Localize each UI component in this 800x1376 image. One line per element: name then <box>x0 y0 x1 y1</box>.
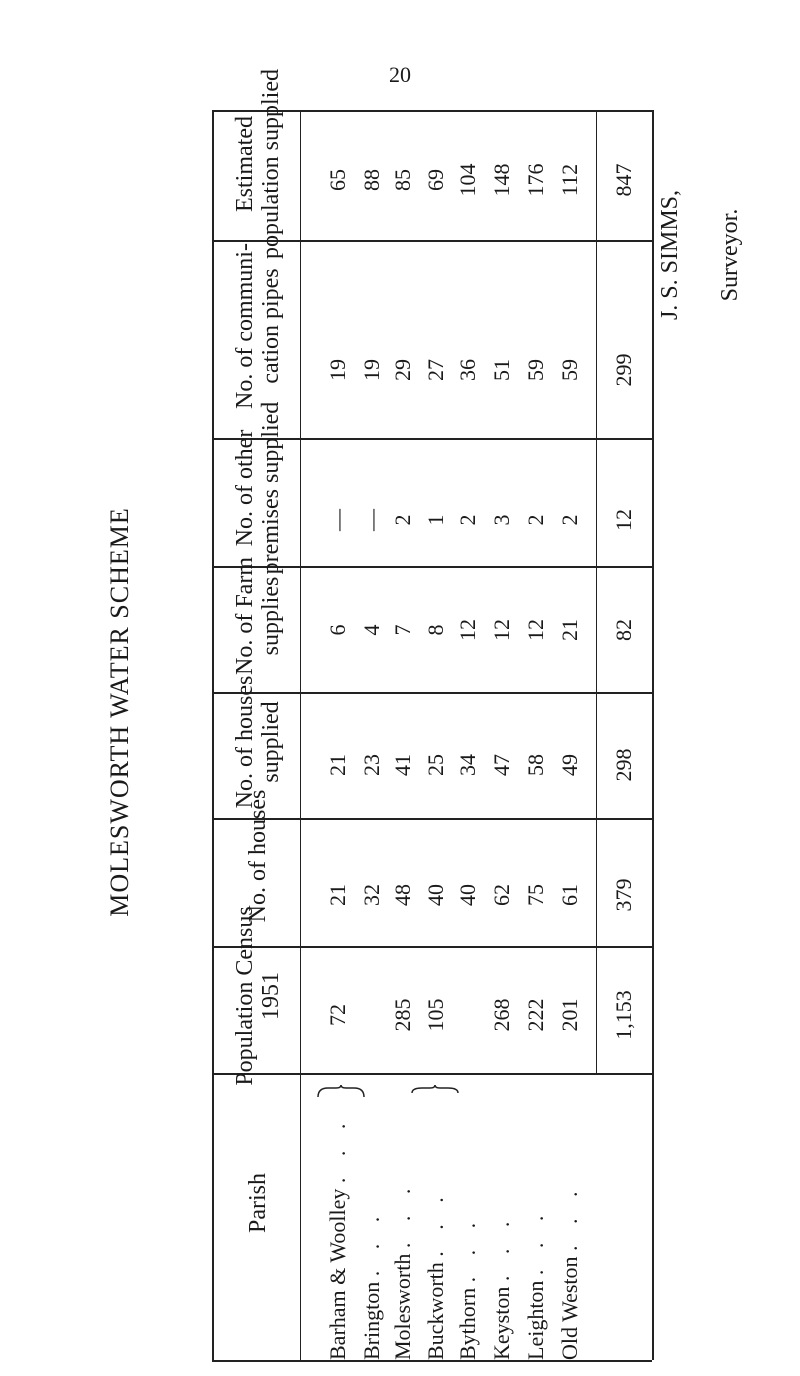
parish-label: Leighton <box>523 1280 548 1360</box>
total-farm: 82 <box>611 619 636 641</box>
cell-houses-supplied: 47 <box>489 754 514 776</box>
cell-estimated: 88 <box>359 169 384 191</box>
cell-houses-supplied: 58 <box>523 754 548 776</box>
cell-farm: 7 <box>390 624 415 636</box>
cell-pipes: 51 <box>489 359 514 381</box>
cell-other: 2 <box>557 514 582 526</box>
rule-bottom <box>212 1360 652 1362</box>
leader-dots: . . . <box>557 1183 582 1251</box>
total-pipes: 299 <box>611 353 636 387</box>
leader-dots: . . . <box>489 1213 514 1282</box>
cell-other: 2 <box>455 514 480 526</box>
header-farm: No. of Farm supplies <box>232 557 284 675</box>
parish-name <box>554 1120 586 1360</box>
header-other: No. of other premises supplied <box>232 401 284 575</box>
cell-estimated: 65 <box>325 169 350 191</box>
leader-dots: . . . <box>325 1115 350 1184</box>
cell-population: 105 <box>423 998 448 1032</box>
cell-houses-supplied: 41 <box>390 754 415 776</box>
leader-dots: . . . <box>359 1208 384 1277</box>
header-houses-supplied: No. of houses supplied <box>232 675 284 809</box>
cell-pipes: 19 <box>325 359 350 381</box>
total-estimated: 847 <box>611 163 636 197</box>
parish-label: Brington <box>359 1281 384 1360</box>
cell-houses: 21 <box>325 884 350 906</box>
cell-houses-supplied: 25 <box>423 754 448 776</box>
cell-other: — <box>325 509 350 531</box>
brace-barham-brington <box>316 1085 366 1115</box>
parish-label: Molesworth <box>390 1253 415 1360</box>
leader-dots: . . . <box>390 1180 415 1249</box>
parish-label: Bythorn <box>455 1287 480 1360</box>
cell-other: — <box>359 509 384 531</box>
cell-houses: 62 <box>489 884 514 906</box>
cell-population: 201 <box>557 998 582 1032</box>
signature-role: Surveyor. <box>717 208 743 302</box>
total-population: 1,153 <box>611 990 636 1040</box>
parish-name <box>387 1120 419 1360</box>
header-houses: No. of houses <box>245 789 271 923</box>
cell-estimated: 85 <box>390 169 415 191</box>
cell-pipes: 59 <box>523 359 548 381</box>
cell-pipes: 19 <box>359 359 384 381</box>
brace-buckworth-bythorn <box>410 1085 460 1115</box>
side-title: MOLESWORTH WATER SCHEME <box>105 507 134 917</box>
leader-dots: . . . <box>523 1207 548 1276</box>
signature <box>625 105 775 405</box>
parish-label: Buckworth <box>423 1262 448 1360</box>
cell-houses: 32 <box>359 884 384 906</box>
parish-name <box>356 1120 388 1360</box>
parish-name <box>520 1120 552 1360</box>
cell-houses: 40 <box>455 884 480 906</box>
cell-estimated: 69 <box>423 169 448 191</box>
leader-dots: . . . <box>455 1214 480 1283</box>
parish-name <box>420 1120 452 1360</box>
cell-other: 1 <box>423 514 448 526</box>
cell-population: 72 <box>325 1004 350 1026</box>
parish-name <box>486 1120 518 1360</box>
cell-farm: 6 <box>325 624 350 636</box>
cell-houses-supplied: 34 <box>455 754 480 776</box>
total-houses-supplied: 298 <box>611 748 636 782</box>
page-number: 20 <box>389 62 411 87</box>
cell-other: 3 <box>489 514 514 526</box>
cell-pipes: 27 <box>423 359 448 381</box>
cell-pipes: 36 <box>455 359 480 381</box>
leader-dots: . . . <box>423 1189 448 1257</box>
cell-farm: 12 <box>523 619 548 641</box>
cell-pipes: 59 <box>557 359 582 381</box>
parish-label: Old Weston <box>557 1256 582 1360</box>
cell-estimated: 104 <box>455 163 480 197</box>
total-other: 12 <box>611 509 636 531</box>
cell-houses: 61 <box>557 884 582 906</box>
signature-name: J. S. SIMMS, <box>657 189 683 321</box>
cell-farm: 21 <box>557 619 582 641</box>
cell-estimated: 112 <box>557 163 582 197</box>
parish-name <box>322 1115 354 1360</box>
cell-farm: 12 <box>489 619 514 641</box>
cell-population: 222 <box>523 998 548 1032</box>
cell-population: 285 <box>390 998 415 1032</box>
total-houses: 379 <box>611 878 636 912</box>
cell-farm: 4 <box>359 624 384 636</box>
cell-farm: 8 <box>423 624 448 636</box>
cell-other: 2 <box>523 514 548 526</box>
rule-header <box>300 110 301 1360</box>
cell-population <box>453 955 483 1075</box>
cell-pipes: 29 <box>390 359 415 381</box>
header-parish: Parish <box>245 1173 271 1233</box>
parish-label: Keyston <box>489 1286 514 1360</box>
cell-population <box>357 955 387 1075</box>
parish-name <box>452 1120 484 1360</box>
rule-total-top <box>596 110 597 1073</box>
cell-estimated: 148 <box>489 163 514 197</box>
cell-houses: 48 <box>390 884 415 906</box>
cell-other: 2 <box>390 514 415 526</box>
cell-houses: 40 <box>423 884 448 906</box>
cell-farm: 12 <box>455 619 480 641</box>
parish-label: Barham & Woolley <box>325 1188 350 1360</box>
cell-houses-supplied: 21 <box>325 754 350 776</box>
header-population: Population Census 1951 <box>232 906 284 1086</box>
cell-houses-supplied: 23 <box>359 754 384 776</box>
cell-estimated: 176 <box>523 163 548 197</box>
cell-population: 268 <box>489 998 514 1032</box>
header-estimated: Estimated population supplied <box>232 69 284 259</box>
rule-left <box>212 110 214 1360</box>
cell-houses: 75 <box>523 884 548 906</box>
cell-houses-supplied: 49 <box>557 754 582 776</box>
header-pipes: No. of communi-cation pipes <box>232 243 284 409</box>
